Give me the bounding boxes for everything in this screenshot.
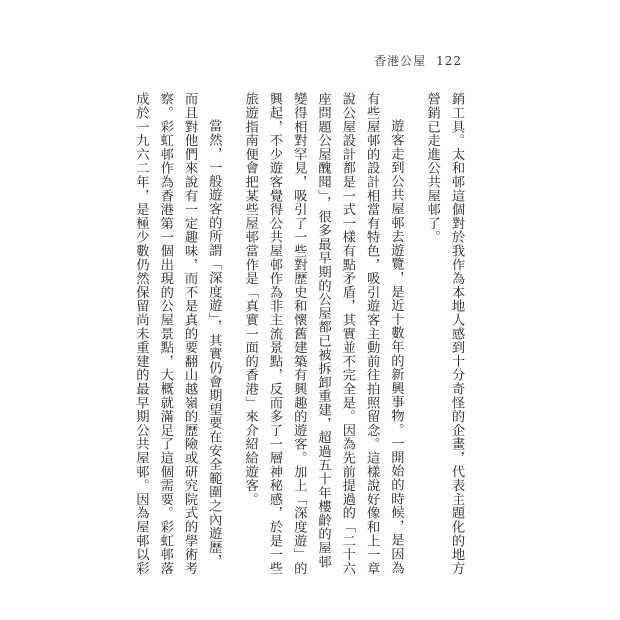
text-line: 當然，一般遊客的所謂「深度遊」，其實仍會期望要在安全範圍之內遊歷，	[206, 118, 222, 568]
vertical-body-text	[128, 92, 468, 575]
text-line: 營銷已走進公共屋邨了。	[424, 92, 440, 244]
text-line: 銷工具。太和邨這個對於我作為本地人感到十分奇怪的企畫，代表主題化的地方	[449, 92, 464, 575]
running-header	[374, 52, 462, 69]
text-line: 成於一九六二年，是極少數仍然保留尚未重建的最早期公共屋邨。因為屋邨以彩	[133, 92, 149, 575]
text-line: 興起，不少遊客覺得公共屋邨作為非主流景點，反而多了一層神秘感，於是一些	[266, 92, 282, 575]
text-line: 座問題公屋醜聞」，很多最早期的公屋都已被拆卸重建，超過五十年樓齡的屋邨	[315, 92, 331, 569]
text-line: 變得相對罕見，吸引了一些對歷史和懷舊建築有興趣的遊客。加上「深度遊」的	[291, 92, 307, 575]
page-number: 122	[436, 54, 462, 68]
text-line: 遊客走到公共屋邨去遊覽，是近十數年的新興事物。一開始的時候，是因為	[388, 118, 404, 574]
text-line: 旅遊指南便會把某些屋邨當作是「真實一面的香港」來介紹給遊客。	[242, 92, 258, 506]
text-line: 而且對他們來說有一定趣味，而不是真的要翻山越嶺的歷險或研究院式的學術考	[182, 92, 198, 575]
text-line: 說公屋設計都是一式一樣有點矛盾，其實並不完全是。因為先前提過的「二十六	[339, 92, 355, 575]
text-line: 有些屋邨的設計相當有特色，吸引遊客主動前往拍照留念。這樣說好像和上一章	[364, 92, 380, 575]
text-line: 察。彩虹邨作為香港第一個出現的公屋景點，大概就滿足了這個需要。彩虹邨落	[157, 92, 173, 575]
running-header-title: 香港公屋	[374, 54, 427, 68]
